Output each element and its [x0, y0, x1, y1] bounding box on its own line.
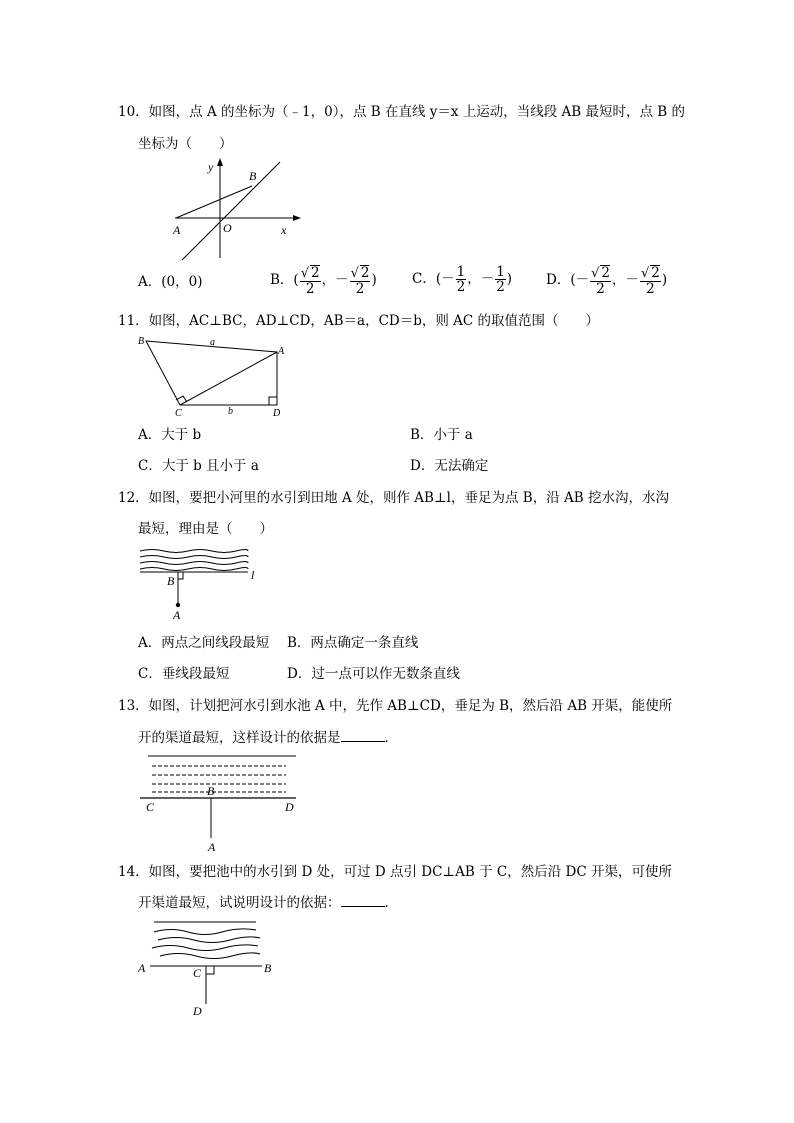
q13-label-d: D [285, 800, 294, 814]
q12-option-c: C．垂线段最短 [138, 666, 230, 682]
q11-label-c: C [175, 408, 182, 419]
q10-option-b: B．( $\frac{√ 2}{2}$ ，－ $\frac{√ 2}{2}$ ) [270, 265, 377, 297]
q12-label-l: l [251, 568, 255, 582]
q10-label-o: O [223, 221, 232, 235]
q14-label-c: C [193, 966, 202, 980]
q10-option-c: C．(－ $\frac{1}{2}$ ，－ $\frac{1}{2}$ ) [412, 264, 513, 295]
q11-stem: 11．如图，AC⊥BC，AD⊥CD，AB＝a，CD＝b，则 AC 的取值范围（ ） [118, 313, 600, 329]
q10-stem-line1: 10．如图，点 A 的坐标为（﹣1，0），点 B 在直线 y＝x 上运动，当线段 AB 最短时，点 B 的 [118, 104, 686, 120]
q12-stem-line1: 12．如图，要把小河里的水引到田地 A 处，则作 AB⊥l，垂足为点 B，沿 AB 挖水沟，水沟 [118, 490, 669, 506]
q12-label-a: A [173, 608, 181, 622]
q12-stem-line2: 最短，理由是（ ） [138, 521, 273, 537]
q14-label-b: B [264, 961, 272, 975]
q10-label-a: A [173, 223, 181, 237]
q11-label-a-seg: a [210, 337, 215, 348]
q11-option-d: D．无法确定 [410, 458, 489, 474]
q13-label-c: C [146, 800, 155, 814]
q10-figure [170, 158, 305, 263]
q10-label-b: B [249, 169, 257, 183]
q11-label-b: B [138, 336, 145, 347]
q13-stem-line2: 开的渠道最短，这样设计的依据是 ． [138, 730, 398, 746]
q12-option-d: D．过一点可以作无数条直线 [287, 666, 460, 682]
q14-label-d: D [193, 1004, 202, 1018]
q14-label-a: A [138, 961, 146, 975]
q10-option-d: D．(－ $\frac{√ 2}{2}$ ，－ $\frac{√ 2}{2}$ ) [546, 265, 668, 297]
q12-figure [136, 546, 266, 624]
q10-label-x: x [281, 223, 287, 237]
q13-figure [138, 754, 303, 854]
q11-label-b-seg: b [228, 406, 233, 417]
q11-option-c: C．大于 b 且小于 a [138, 458, 259, 474]
q12-option-b: B．两点确定一条直线 [287, 635, 419, 651]
q13-answer-blank[interactable] [341, 729, 385, 742]
q14-answer-blank[interactable] [341, 894, 385, 907]
q11-option-a: A．大于 b [138, 427, 202, 443]
q13-label-a: A [208, 840, 216, 854]
q14-stem-line1: 14．如图，要把池中的水引到 D 处，可过 D 点引 DC⊥AB 于 C，然后沿 DC 开渠，可使所 [118, 864, 672, 880]
q11-option-b: B．小于 a [410, 427, 473, 443]
q13-label-b: B [207, 784, 215, 798]
q14-stem-line2: 开渠道最短，试说明设计的依据： ． [138, 895, 398, 911]
q10-option-a: A．(0，0) [138, 274, 203, 290]
q11-label-d: D [273, 408, 281, 419]
q11-label-a: A [278, 346, 285, 357]
q12-option-a: A．两点之间线段最短 [138, 635, 270, 651]
q11-figure [136, 335, 286, 420]
q10-stem-line2: 坐标为（ ） [138, 136, 233, 152]
q12-label-b: B [167, 574, 175, 588]
q10-label-y: y [208, 160, 214, 174]
q13-stem-line1: 13．如图，计划把河水引到水池 A 中，先作 AB⊥CD，垂足为 B，然后沿 AB 开渠，能使所 [118, 698, 673, 714]
q14-figure [136, 918, 281, 1020]
